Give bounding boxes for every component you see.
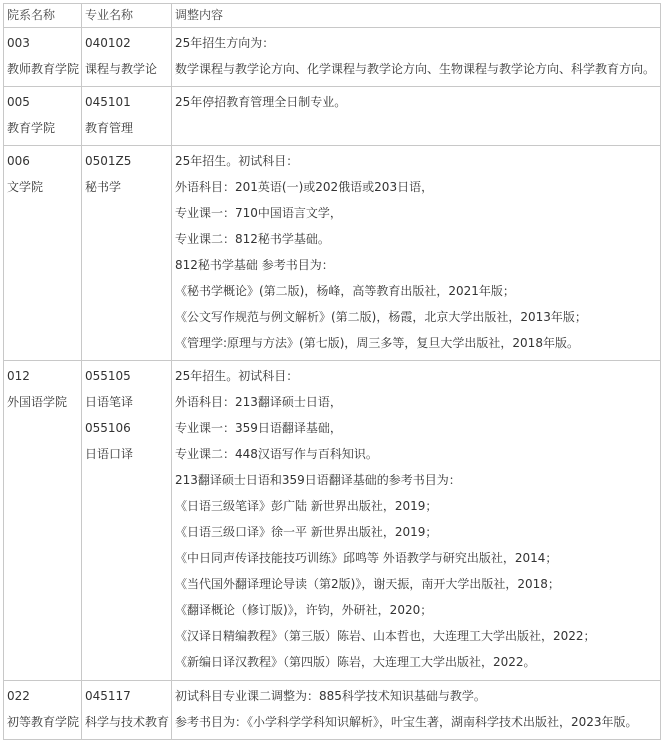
content-cell (172, 146, 661, 361)
content-line: 25年招生。初试科目： (175, 369, 299, 383)
content-line: 《公文写作规范与例文解析》(第二版)，杨霞，北京大学出版社，2013年版； (175, 310, 587, 324)
table-row (4, 28, 661, 87)
content-line: 外语科目：213翻译硕士日语， (175, 395, 342, 409)
content-line: 《日语三级口译》徐一平 新世界出版社，2019； (175, 525, 438, 539)
major-name: 日语口译 (85, 447, 134, 461)
content-line: 《翻译概论（修订版)》，许钧，外研社，2020； (175, 603, 433, 617)
content-line: 《秘书学概论》(第二版)，杨峰，高等教育出版社，2021年版； (175, 284, 515, 298)
content-cell (172, 681, 661, 740)
major-code: 040102 (85, 36, 131, 50)
content-line: 《新编日译汉教程》（第四版）陈岩，大连理工大学出版社，2022。 (175, 655, 536, 669)
content-line: 《汉译日精编教程》（第三版）陈岩、山本哲也，大连理工大学出版社，2022； (175, 629, 596, 643)
content-line: 《日语三级笔译》彭广陆 新世界出版社，2019； (175, 499, 438, 513)
content-line: 25年招生方向为： (175, 36, 275, 50)
major-name: 课程与教学论 (85, 62, 158, 76)
major-cell (82, 28, 172, 87)
school-code: 012 (7, 369, 30, 383)
major-code: 045117 (85, 689, 131, 703)
school-cell (4, 28, 82, 87)
adjustment-table (3, 3, 661, 740)
major-name: 教育管理 (85, 121, 134, 135)
major-code: 055105 (85, 369, 131, 383)
content-line: 25年停招教育管理全日制专业。 (175, 95, 347, 109)
content-line: 《管理学:原理与方法》(第七版)，周三多等，复旦大学出版社，2018年版。 (175, 336, 579, 350)
content-line: 专业课一：710中国语言文学， (175, 206, 342, 220)
content-cell (172, 361, 661, 681)
major-code: 055106 (85, 421, 131, 435)
major-cell (82, 361, 172, 681)
content-line: 参考书目为：《小学科学学科知识解析》，叶宝生著，湖南科学技术出版社，2023年版。 (175, 715, 638, 729)
content-line: 初试科目专业课二调整为：885科学技术知识基础与教学。 (175, 689, 486, 703)
table-row (4, 87, 661, 146)
major-code: 0501Z5 (85, 154, 132, 168)
table-row (4, 146, 661, 361)
header-content: 调整内容 (172, 4, 661, 28)
school-cell (4, 87, 82, 146)
table-row (4, 681, 661, 740)
school-name: 文学院 (7, 180, 44, 194)
header-school: 院系名称 (4, 4, 82, 28)
school-name: 教师教育学院 (7, 62, 80, 76)
school-code: 003 (7, 36, 30, 50)
school-cell (4, 681, 82, 740)
school-cell (4, 146, 82, 361)
school-name: 外国语学院 (7, 395, 68, 409)
content-cell (172, 87, 661, 146)
major-cell (82, 87, 172, 146)
major-cell (82, 146, 172, 361)
major-name: 日语笔译 (85, 395, 134, 409)
school-cell (4, 361, 82, 681)
content-line: 《当代国外翻译理论导读（第2版)》，谢天振，南开大学出版社，2018； (175, 577, 560, 591)
table-row (4, 361, 661, 681)
content-line: 25年招生。初试科目： (175, 154, 299, 168)
major-name: 科学与技术教育 (85, 715, 170, 729)
content-line: 专业课二：812秘书学基础。 (175, 232, 330, 246)
school-code: 022 (7, 689, 30, 703)
content-cell (172, 28, 661, 87)
school-code: 006 (7, 154, 30, 168)
content-line: 数学课程与教学论方向、化学课程与教学论方向、生物课程与教学论方向、科学教育方向。 (175, 62, 656, 76)
content-line: 专业课一：359日语翻译基础， (175, 421, 342, 435)
content-line: 专业课二：448汉语写作与百科知识。 (175, 447, 378, 461)
major-cell (82, 681, 172, 740)
content-line: 213翻译硕士日语和359日语翻译基础的参考书目为： (175, 473, 461, 487)
school-name: 教育学院 (7, 121, 56, 135)
content-line: 《中日同声传译技能技巧训练》邱鸣等 外语教学与研究出版社，2014； (175, 551, 558, 565)
content-line: 812秘书学基础 参考书目为： (175, 258, 334, 272)
header-major: 专业名称 (82, 4, 172, 28)
content-line: 外语科目：201英语(一)或202俄语或203日语， (175, 180, 434, 194)
major-name: 秘书学 (85, 180, 122, 194)
header-row (4, 4, 661, 28)
school-name: 初等教育学院 (7, 715, 80, 729)
school-code: 005 (7, 95, 30, 109)
major-code: 045101 (85, 95, 131, 109)
